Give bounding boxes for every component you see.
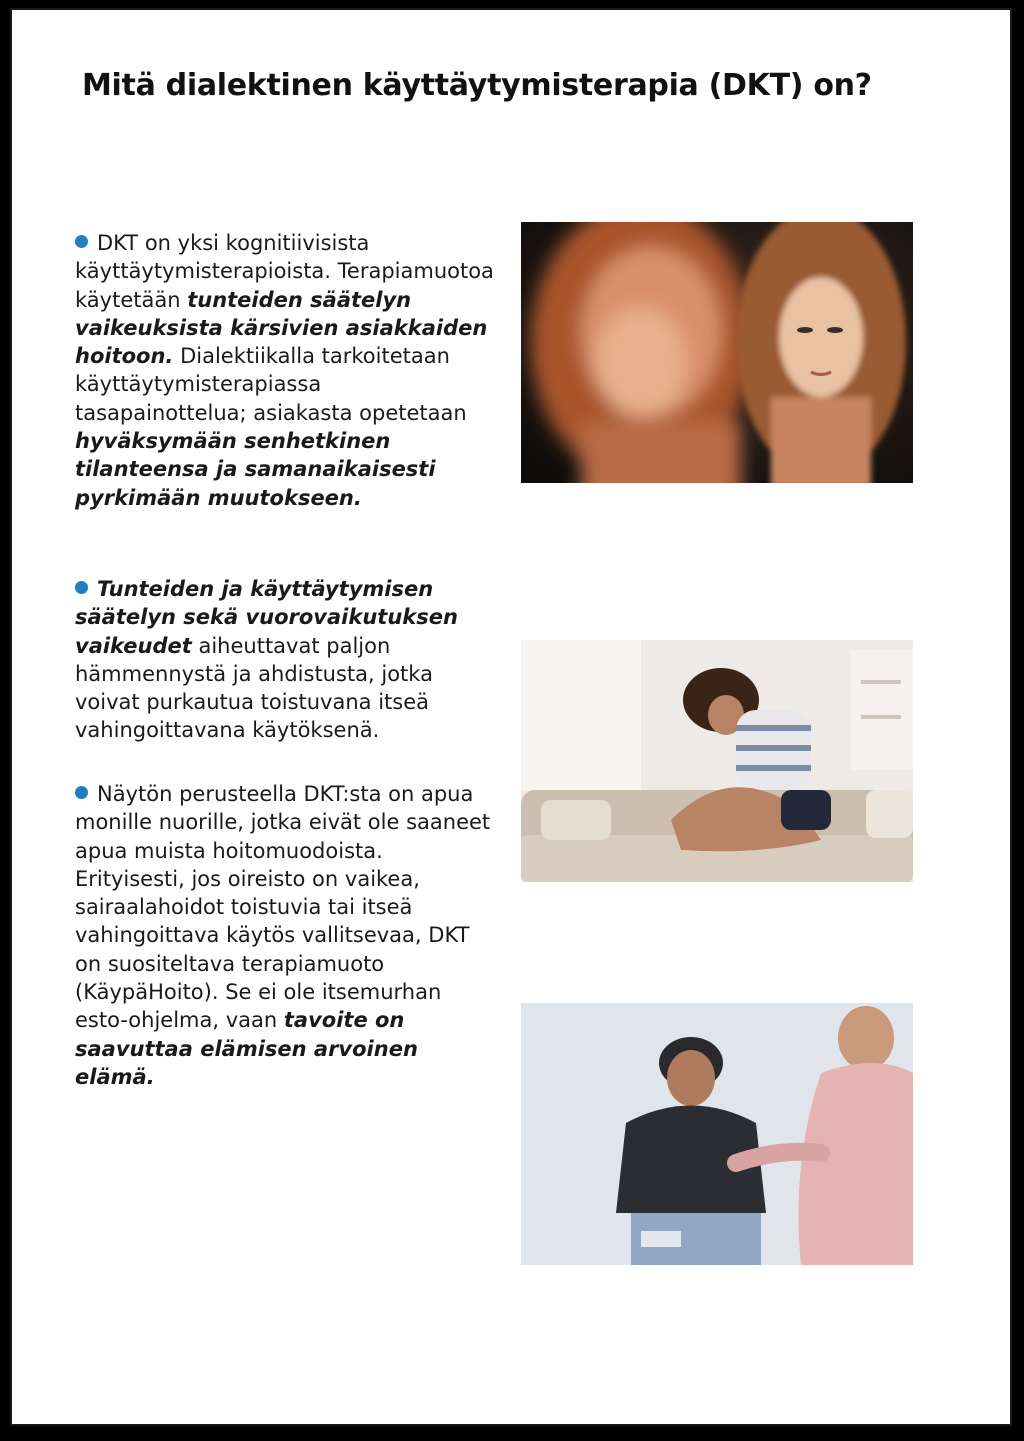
section-2-paragraph [75,575,495,745]
photo-therapy-session-illustration [521,1003,913,1265]
section-3-emphasis-1: tavoite on saavuttaa elämisen arvoinen elämä. [75,1008,418,1089]
bullet-icon [75,581,88,594]
section-2-text-1: aiheuttavat paljon hämmennystä ja ahdistusta, jotka voivat purkautua toistuvana itseä vahingoittavana käytöksenä. [75,633,433,743]
section-1-text-2: Dialektiikalla tarkoitetaan käyttäytymisterapiassa tasapainottelua; asiakasta opetetaan [75,344,467,425]
photo-woman-on-sofa-illustration [521,640,913,882]
section-3-text-1: Näytön perusteella DKT:sta on apua monille nuorille, jotka eivät ole saaneet apua muista hoitomuodoista. Erityisesti, jos oireisto on vaikea, sairaalahoidot toistuvia tai itseä vahingoittava käytös vallitsevaa, DKT on suositeltava terapiamuoto (KäypäHoito). Se ei ole itsemurhan esto-ohjelma, vaan [75,782,491,1033]
section-1-paragraph [75,229,495,512]
bullet-icon [75,786,88,799]
photo-therapy-session [521,1003,913,1265]
document-page [12,10,1010,1424]
photo-distressed-woman-illustration [521,222,913,483]
section-3-paragraph [75,780,495,1091]
photo-distressed-woman [521,222,913,483]
bullet-icon [75,235,88,248]
page-title: Mitä dialektinen käyttäytymisterapia (DKT) on? [82,68,872,103]
photo-woman-on-sofa [521,640,913,882]
section-2-emphasis-1: Tunteiden ja käyttäytymisen säätelyn sekä vuorovaikutuksen vaikeudet [75,577,458,658]
section-1-text-1: DKT on yksi kognitiivisista käyttäytymisterapioista. Terapiamuotoa käytetään [75,231,494,312]
section-1-emphasis-1: tunteiden säätelyn vaikeuksista kärsivien asiakkaiden hoitoon. [75,287,488,369]
section-1-emphasis-2: hyväksymään senhetkinen tilanteensa ja samanaikaisesti pyrkimään muutokseen. [75,429,436,510]
